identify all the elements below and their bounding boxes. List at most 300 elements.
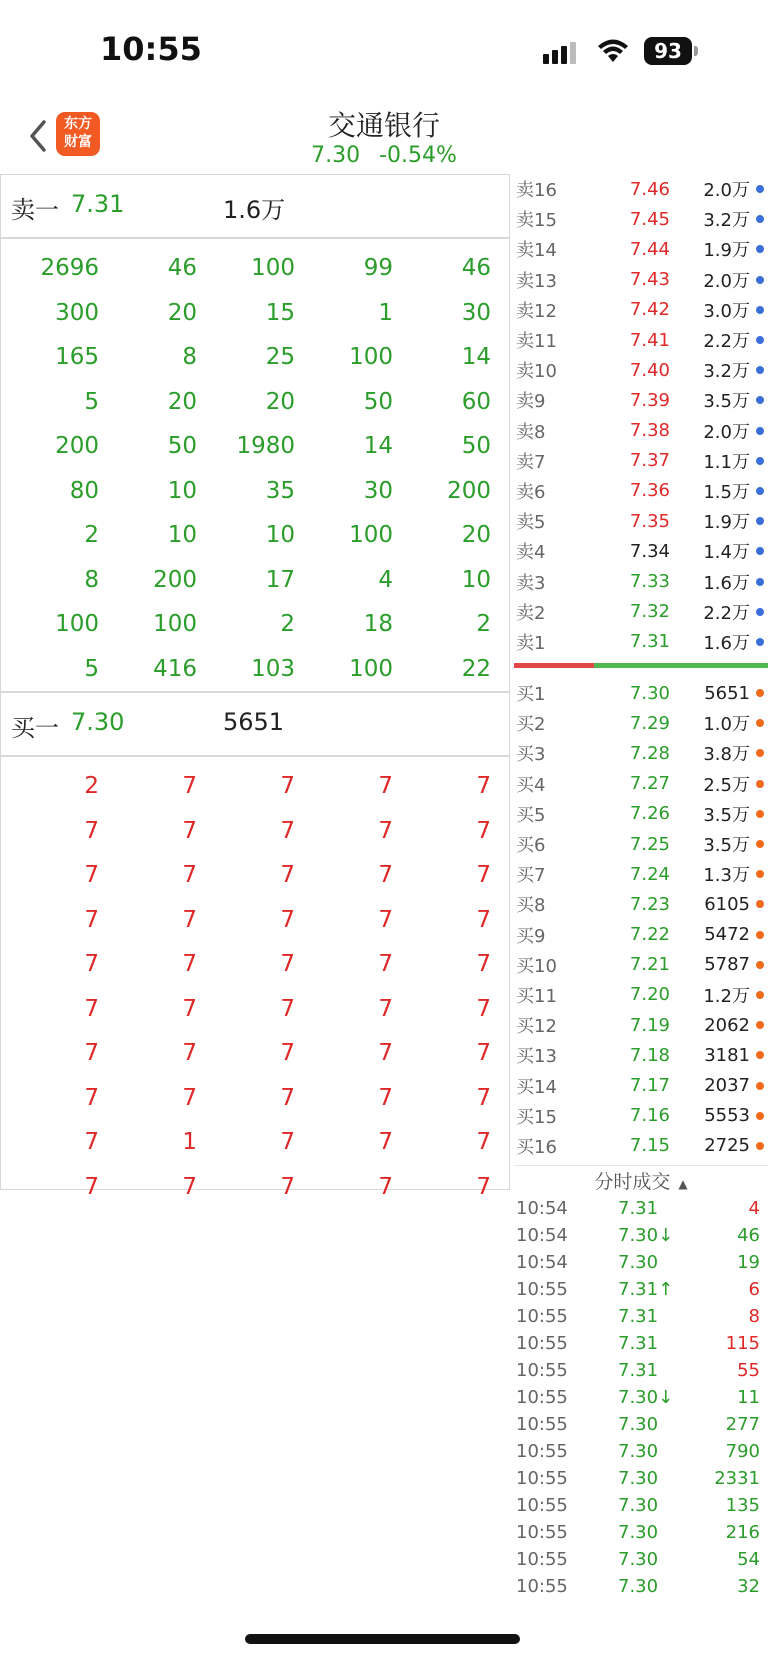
queue-cell: 5 bbox=[84, 388, 99, 415]
level-quantity: 1.5万 bbox=[703, 481, 750, 503]
tick-price: 7.30 bbox=[618, 1468, 659, 1489]
queue-cell: 200 bbox=[55, 433, 99, 459]
tick-volume: 277 bbox=[725, 1414, 760, 1435]
queue-cell: 8 bbox=[84, 566, 99, 593]
buy1-price: 7.30 bbox=[71, 708, 125, 736]
level-price: 7.36 bbox=[629, 480, 670, 502]
level-quantity: 2.2万 bbox=[703, 602, 750, 624]
queue-cell: 7 bbox=[280, 951, 295, 977]
level-dot-icon bbox=[756, 689, 764, 697]
level-price: 7.20 bbox=[629, 984, 670, 1006]
queue-cell: 35 bbox=[265, 477, 295, 504]
queue-cell: 20 bbox=[167, 299, 197, 326]
order-book-panel bbox=[514, 174, 768, 1603]
queue-cell: 200 bbox=[447, 477, 491, 504]
queue-cell: 1 bbox=[182, 1129, 197, 1155]
level-quantity: 3.5万 bbox=[703, 835, 750, 857]
level-quantity: 1.4万 bbox=[703, 542, 750, 564]
order-book-row[interactable] bbox=[514, 889, 768, 919]
level-quantity: 2.2万 bbox=[703, 331, 750, 353]
level-dot-icon bbox=[756, 245, 764, 253]
level-quantity: 1.0万 bbox=[703, 714, 750, 736]
order-book-row[interactable] bbox=[514, 1040, 768, 1070]
tick-volume: 55 bbox=[737, 1360, 760, 1381]
queue-cell: 30 bbox=[461, 299, 491, 326]
tick-price: 7.31 bbox=[618, 1198, 659, 1219]
level-quantity: 5787 bbox=[704, 954, 750, 976]
tick-price: 7.30 bbox=[618, 1576, 659, 1597]
order-book-row[interactable] bbox=[514, 1101, 768, 1131]
queue-row bbox=[1, 246, 509, 291]
queue-row bbox=[1, 987, 509, 1032]
buy1-header bbox=[1, 693, 509, 757]
queue-row bbox=[1, 898, 509, 943]
queue-cell: 14 bbox=[461, 344, 491, 370]
level-label: 卖8 bbox=[516, 421, 546, 443]
order-book-row[interactable] bbox=[514, 597, 768, 627]
queue-cell: 7 bbox=[476, 1084, 491, 1111]
level-label: 买7 bbox=[516, 865, 546, 887]
level-dot-icon bbox=[756, 276, 764, 284]
queue-cell: 7 bbox=[280, 906, 295, 933]
level-dot-icon bbox=[756, 306, 764, 314]
level-label: 卖3 bbox=[516, 572, 546, 594]
queue-cell: 1980 bbox=[236, 433, 295, 459]
queue-row bbox=[1, 647, 509, 692]
level-dot-icon bbox=[756, 638, 764, 646]
level-label: 卖4 bbox=[516, 542, 546, 564]
tick-price: 7.31 bbox=[618, 1306, 659, 1327]
level-dot-icon bbox=[756, 1082, 764, 1090]
tick-price: 7.30 bbox=[618, 1522, 659, 1543]
queue-cell: 5 bbox=[84, 655, 99, 682]
tick-volume: 19 bbox=[737, 1252, 760, 1273]
order-book-row[interactable] bbox=[514, 325, 768, 355]
tick-row bbox=[514, 1306, 768, 1333]
home-indicator[interactable] bbox=[245, 1634, 520, 1644]
queue-cell: 7 bbox=[378, 1084, 393, 1111]
order-book-row[interactable] bbox=[514, 476, 768, 506]
level-dot-icon bbox=[756, 578, 764, 586]
queue-row bbox=[1, 1165, 509, 1210]
order-book-row[interactable] bbox=[514, 174, 768, 204]
order-book-row[interactable] bbox=[514, 829, 768, 859]
buy1-volume: 5651 bbox=[223, 708, 285, 736]
queue-cell: 7 bbox=[280, 1173, 295, 1200]
level-label: 卖5 bbox=[516, 512, 546, 534]
level-quantity: 1.9万 bbox=[703, 240, 750, 262]
queue-cell: 7 bbox=[84, 951, 99, 977]
queue-cell: 14 bbox=[363, 433, 393, 459]
tick-time: 10:55 bbox=[516, 1333, 568, 1354]
queue-cell: 300 bbox=[55, 299, 99, 326]
tick-volume: 216 bbox=[725, 1522, 760, 1543]
tick-time: 10:55 bbox=[516, 1360, 568, 1381]
tick-row bbox=[514, 1252, 768, 1279]
level-label: 买10 bbox=[516, 955, 557, 977]
tick-time: 10:55 bbox=[516, 1387, 568, 1408]
level-quantity: 1.6万 bbox=[703, 632, 750, 654]
queue-row bbox=[1, 764, 509, 809]
order-book-row[interactable] bbox=[514, 678, 768, 708]
sell1-header bbox=[1, 175, 509, 239]
queue-cell: 99 bbox=[363, 255, 393, 281]
level-label: 卖11 bbox=[516, 331, 557, 353]
queue-row bbox=[1, 853, 509, 898]
stock-price: 7.30 bbox=[311, 143, 361, 168]
queue-cell: 7 bbox=[476, 1173, 491, 1200]
tick-list[interactable] bbox=[514, 1198, 768, 1603]
level-label: 买14 bbox=[516, 1076, 557, 1098]
level-quantity: 1.6万 bbox=[703, 572, 750, 594]
queue-cell: 100 bbox=[349, 344, 393, 370]
order-book-row[interactable] bbox=[514, 950, 768, 980]
queue-row bbox=[1, 335, 509, 380]
queue-cell: 20 bbox=[167, 388, 197, 415]
queue-cell: 46 bbox=[461, 255, 491, 281]
queue-cell: 18 bbox=[363, 611, 393, 637]
tick-time: 10:55 bbox=[516, 1279, 568, 1300]
queue-cell: 7 bbox=[476, 1129, 491, 1155]
level-quantity: 2.5万 bbox=[703, 774, 750, 796]
queue-cell: 17 bbox=[265, 566, 295, 593]
level-price: 7.23 bbox=[629, 893, 670, 915]
level-label: 买1 bbox=[516, 684, 546, 706]
order-book-row[interactable] bbox=[514, 1131, 768, 1161]
queue-cell: 7 bbox=[378, 995, 393, 1022]
sell1-price: 7.31 bbox=[71, 190, 125, 218]
level-quantity: 1.2万 bbox=[703, 985, 750, 1007]
order-book-row[interactable] bbox=[514, 627, 768, 657]
level-dot-icon bbox=[756, 336, 764, 344]
order-book-row[interactable] bbox=[514, 708, 768, 738]
level-quantity: 3.2万 bbox=[703, 361, 750, 383]
order-book-row[interactable] bbox=[514, 536, 768, 566]
battery-level: 93 bbox=[644, 37, 692, 65]
queue-cell: 7 bbox=[182, 862, 197, 888]
queue-cell: 7 bbox=[182, 1173, 197, 1200]
level-label: 买3 bbox=[516, 744, 546, 766]
level-price: 7.21 bbox=[629, 954, 670, 976]
tick-price: 7.31 bbox=[618, 1333, 659, 1354]
order-book-row[interactable] bbox=[514, 920, 768, 950]
queue-cell: 7 bbox=[182, 951, 197, 977]
level-quantity: 3.2万 bbox=[703, 210, 750, 232]
tick-time: 10:55 bbox=[516, 1549, 568, 1570]
buy1-label: 买一 bbox=[11, 714, 59, 742]
queue-cell: 7 bbox=[280, 1084, 295, 1111]
order-book-row[interactable] bbox=[514, 265, 768, 295]
level-quantity: 2037 bbox=[704, 1075, 750, 1097]
stock-change-pct: -0.54% bbox=[379, 143, 457, 168]
queue-cell: 7 bbox=[378, 817, 393, 844]
cellular-signal-icon bbox=[543, 42, 576, 64]
tick-row bbox=[514, 1387, 768, 1414]
queue-cell: 10 bbox=[167, 477, 197, 504]
order-book-row[interactable] bbox=[514, 1070, 768, 1100]
queue-cell: 7 bbox=[84, 1129, 99, 1155]
bid-ask-ratio-bar bbox=[514, 663, 768, 668]
queue-cell: 100 bbox=[251, 255, 295, 281]
level-quantity: 2.0万 bbox=[703, 421, 750, 443]
tick-price: 7.30 bbox=[618, 1252, 659, 1273]
tick-row bbox=[514, 1549, 768, 1576]
queue-cell: 2 bbox=[476, 611, 491, 637]
level-quantity: 3.8万 bbox=[703, 744, 750, 766]
queue-cell: 416 bbox=[153, 655, 197, 682]
level-quantity: 3181 bbox=[704, 1044, 750, 1066]
level-dot-icon bbox=[756, 185, 764, 193]
bid-levels bbox=[514, 678, 768, 1161]
tick-volume: 790 bbox=[725, 1441, 760, 1462]
ask-levels bbox=[514, 174, 768, 657]
order-book-row[interactable] bbox=[514, 355, 768, 385]
level-quantity: 2.0万 bbox=[703, 270, 750, 292]
queue-cell: 7 bbox=[84, 1084, 99, 1111]
level-price: 7.24 bbox=[629, 863, 670, 885]
level-dot-icon bbox=[756, 749, 764, 757]
tick-volume: 8 bbox=[748, 1306, 760, 1327]
queue-cell: 103 bbox=[251, 655, 295, 682]
level-dot-icon bbox=[756, 457, 764, 465]
order-book-row[interactable] bbox=[514, 416, 768, 446]
order-book-row[interactable] bbox=[514, 859, 768, 889]
level-dot-icon bbox=[756, 608, 764, 616]
queue-cell: 10 bbox=[461, 566, 491, 593]
level-dot-icon bbox=[756, 870, 764, 878]
queue-row bbox=[1, 380, 509, 425]
order-book-row[interactable] bbox=[514, 446, 768, 476]
level-price: 7.43 bbox=[629, 269, 670, 291]
queue-cell: 7 bbox=[378, 951, 393, 977]
level-label: 买6 bbox=[516, 835, 546, 857]
level-dot-icon bbox=[756, 810, 764, 818]
level-label: 卖6 bbox=[516, 481, 546, 503]
tick-volume: 2331 bbox=[714, 1468, 760, 1489]
level-dot-icon bbox=[756, 840, 764, 848]
tick-volume: 54 bbox=[737, 1549, 760, 1570]
order-book-row[interactable] bbox=[514, 506, 768, 536]
queue-cell: 7 bbox=[182, 773, 197, 799]
level-quantity: 1.1万 bbox=[703, 451, 750, 473]
order-book-row[interactable] bbox=[514, 204, 768, 234]
tick-row bbox=[514, 1522, 768, 1549]
order-book-row[interactable] bbox=[514, 769, 768, 799]
queue-row bbox=[1, 1076, 509, 1121]
queue-cell: 10 bbox=[167, 522, 197, 548]
tick-price: 7.30 bbox=[618, 1549, 659, 1570]
queue-cell: 100 bbox=[55, 611, 99, 637]
queue-cell: 4 bbox=[378, 566, 393, 593]
queue-cell: 50 bbox=[167, 433, 197, 459]
queue-cell: 100 bbox=[349, 522, 393, 548]
level-label: 买13 bbox=[516, 1046, 557, 1068]
queue-cell: 7 bbox=[280, 1040, 295, 1066]
tick-volume: 32 bbox=[737, 1576, 760, 1597]
level-label: 买11 bbox=[516, 985, 557, 1007]
level-dot-icon bbox=[756, 427, 764, 435]
level-quantity: 1.3万 bbox=[703, 865, 750, 887]
order-book-row[interactable] bbox=[514, 385, 768, 415]
queue-cell: 2 bbox=[84, 773, 99, 799]
order-book-row[interactable] bbox=[514, 234, 768, 264]
queue-cell: 50 bbox=[461, 433, 491, 459]
level-price: 7.40 bbox=[629, 359, 670, 381]
order-book-row[interactable] bbox=[514, 566, 768, 596]
ticks-toggle[interactable] bbox=[514, 1165, 768, 1198]
queue-cell: 2696 bbox=[40, 255, 99, 281]
level-price: 7.17 bbox=[629, 1075, 670, 1097]
logo-text-bottom: 财富 bbox=[64, 134, 92, 150]
queue-cell: 100 bbox=[349, 655, 393, 682]
level-dot-icon bbox=[756, 396, 764, 404]
status-time: 10:55 bbox=[100, 30, 202, 68]
level-price: 7.35 bbox=[629, 510, 670, 532]
level-quantity: 1.9万 bbox=[703, 512, 750, 534]
queue-row bbox=[1, 469, 509, 514]
queue-cell: 7 bbox=[84, 1040, 99, 1066]
tick-price: 7.30↓ bbox=[618, 1225, 674, 1246]
order-book-row[interactable] bbox=[514, 295, 768, 325]
level-price: 7.45 bbox=[629, 208, 670, 230]
level-quantity: 5651 bbox=[704, 682, 750, 704]
level-dot-icon bbox=[756, 780, 764, 788]
level-dot-icon bbox=[756, 215, 764, 223]
queue-cell: 7 bbox=[378, 1129, 393, 1155]
level-price: 7.18 bbox=[629, 1044, 670, 1066]
level-price: 7.27 bbox=[629, 773, 670, 795]
queue-cell: 7 bbox=[280, 1129, 295, 1155]
level-quantity: 3.5万 bbox=[703, 391, 750, 413]
tick-row bbox=[514, 1441, 768, 1468]
level-price: 7.26 bbox=[629, 803, 670, 825]
tick-price: 7.31↑ bbox=[618, 1279, 674, 1300]
queue-cell: 7 bbox=[378, 906, 393, 933]
queue-cell: 15 bbox=[265, 299, 295, 326]
queue-cell: 7 bbox=[378, 1040, 393, 1066]
stock-quote bbox=[0, 143, 768, 168]
queue-cell: 7 bbox=[476, 862, 491, 888]
order-queue-panel bbox=[0, 174, 510, 1200]
ticks-title: 分时成交 bbox=[594, 1171, 671, 1193]
queue-cell: 7 bbox=[476, 817, 491, 844]
queue-cell: 7 bbox=[476, 951, 491, 977]
level-dot-icon bbox=[756, 547, 764, 555]
level-quantity: 6105 bbox=[704, 893, 750, 915]
level-label: 买8 bbox=[516, 895, 546, 917]
level-label: 买2 bbox=[516, 714, 546, 736]
queue-cell: 7 bbox=[182, 995, 197, 1022]
level-label: 卖15 bbox=[516, 210, 557, 232]
tick-row bbox=[514, 1198, 768, 1225]
tick-time: 10:55 bbox=[516, 1414, 568, 1435]
queue-row bbox=[1, 424, 509, 469]
tick-time: 10:55 bbox=[516, 1306, 568, 1327]
queue-cell: 22 bbox=[461, 655, 491, 682]
level-dot-icon bbox=[756, 1051, 764, 1059]
level-dot-icon bbox=[756, 517, 764, 525]
queue-cell: 7 bbox=[182, 1084, 197, 1111]
queue-cell: 25 bbox=[265, 344, 295, 370]
queue-cell: 80 bbox=[69, 477, 99, 504]
level-price: 7.16 bbox=[629, 1105, 670, 1127]
header bbox=[0, 100, 768, 172]
order-book-row[interactable] bbox=[514, 799, 768, 829]
level-dot-icon bbox=[756, 366, 764, 374]
queue-cell: 100 bbox=[153, 611, 197, 637]
queue-row bbox=[1, 602, 509, 647]
caret-up-icon: ▲ bbox=[678, 1177, 688, 1191]
level-label: 卖10 bbox=[516, 361, 557, 383]
level-label: 卖1 bbox=[516, 632, 546, 654]
queue-row bbox=[1, 809, 509, 854]
tick-price: 7.31 bbox=[618, 1360, 659, 1381]
queue-cell: 7 bbox=[476, 906, 491, 933]
level-price: 7.28 bbox=[629, 742, 670, 764]
battery-icon bbox=[644, 37, 698, 65]
tick-row bbox=[514, 1468, 768, 1495]
queue-cell: 7 bbox=[378, 862, 393, 888]
queue-cell: 7 bbox=[280, 817, 295, 844]
level-price: 7.42 bbox=[629, 299, 670, 321]
level-price: 7.32 bbox=[629, 601, 670, 623]
tick-price: 7.30 bbox=[618, 1495, 659, 1516]
queue-cell: 8 bbox=[182, 344, 197, 370]
queue-cell: 60 bbox=[461, 388, 491, 415]
tick-time: 10:54 bbox=[516, 1225, 568, 1246]
level-dot-icon bbox=[756, 487, 764, 495]
level-label: 买12 bbox=[516, 1016, 557, 1038]
level-price: 7.29 bbox=[629, 712, 670, 734]
sell1-volume: 1.6万 bbox=[223, 196, 286, 224]
tick-price: 7.30 bbox=[618, 1414, 659, 1435]
queue-cell: 30 bbox=[363, 477, 393, 504]
tick-time: 10:55 bbox=[516, 1495, 568, 1516]
tick-price: 7.30↓ bbox=[618, 1387, 674, 1408]
queue-cell: 7 bbox=[378, 773, 393, 799]
level-dot-icon bbox=[756, 1112, 764, 1120]
queue-row bbox=[1, 558, 509, 603]
queue-row bbox=[1, 291, 509, 336]
order-book-row[interactable] bbox=[514, 980, 768, 1010]
queue-cell: 7 bbox=[476, 1040, 491, 1066]
level-dot-icon bbox=[756, 900, 764, 908]
level-dot-icon bbox=[756, 961, 764, 969]
level-price: 7.37 bbox=[629, 450, 670, 472]
tick-time: 10:55 bbox=[516, 1468, 568, 1489]
tick-row bbox=[514, 1360, 768, 1387]
queue-cell: 7 bbox=[280, 995, 295, 1022]
level-label: 卖7 bbox=[516, 451, 546, 473]
order-book-row[interactable] bbox=[514, 738, 768, 768]
tick-volume: 4 bbox=[748, 1198, 760, 1219]
level-label: 卖9 bbox=[516, 391, 546, 413]
queue-cell: 7 bbox=[182, 817, 197, 844]
level-label: 卖12 bbox=[516, 300, 557, 322]
level-dot-icon bbox=[756, 1021, 764, 1029]
level-price: 7.44 bbox=[629, 238, 670, 260]
tick-row bbox=[514, 1225, 768, 1252]
level-price: 7.30 bbox=[629, 682, 670, 704]
order-book-row[interactable] bbox=[514, 1010, 768, 1040]
queue-cell: 7 bbox=[476, 773, 491, 799]
level-quantity: 2725 bbox=[704, 1135, 750, 1157]
level-dot-icon bbox=[756, 1142, 764, 1150]
tick-row bbox=[514, 1333, 768, 1360]
queue-cell: 2 bbox=[84, 522, 99, 548]
level-quantity: 2062 bbox=[704, 1014, 750, 1036]
level-label: 买4 bbox=[516, 774, 546, 796]
